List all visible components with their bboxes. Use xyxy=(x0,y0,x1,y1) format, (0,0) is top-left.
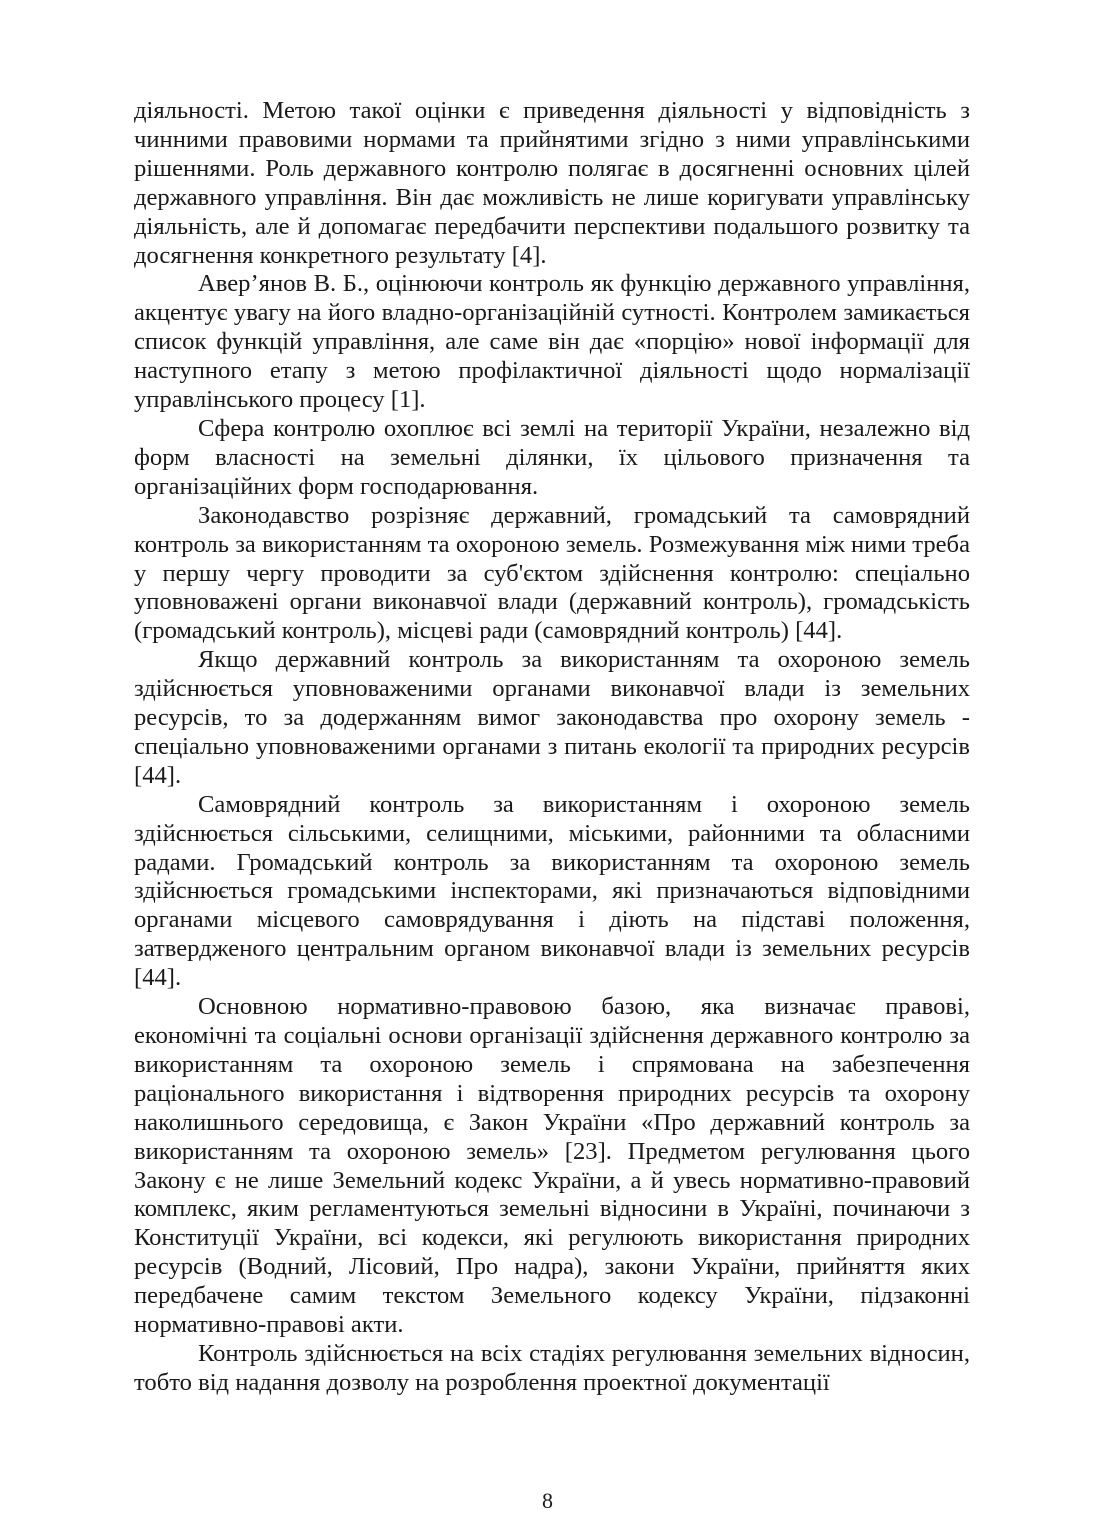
paragraph-control-scope: Сфера контролю охоплює всі землі на території України, незалежно від форм власності на земельні ділянки, їх цільового призначення та організаційних форм господарювання. xyxy=(134,414,970,500)
paragraph-state-control: Якщо державний контроль за використанням та охороною земель здійснюється уповноваженими органами виконавчої влади із земельних ресурсів, то за додержанням вимог законодавства про охорону земель - спеціально уповноваженими органами з питань екології та природних ресурсів [44]. xyxy=(134,646,970,789)
paragraph-averyanov: Авер’янов В. Б., оцінюючи контроль як функцію державного управління, акцентує увагу на його владно-організаційній сутності. Контролем замикається список функцій управління, але саме він дає «порцію» нової інформації для наступного етапу з метою профілактичної діяльності щодо нормалізації управлінського процесу [1]. xyxy=(134,270,970,414)
paragraph-continuation: діяльності. Метою такої оцінки є приведення діяльності у відповідність з чинними правовими нормами та прийнятими згідно з ними управлінськими рішеннями. Роль державного контролю полягає в досягненні основних цілей державного управління. Він дає можливість не лише коригувати управлінську діяльність, але й допомагає передбачити перспективи подальшого розвитку та досягнення конкретного результату [4]. xyxy=(134,97,970,269)
paragraph-control-types: Законодавство розрізняє державний, громадський та самоврядний контроль за використанням та охороною земель. Розмежування між ними треба у першу чергу проводити за суб'єктом здійснення контролю: спеціально уповноважені органи виконавчої влади (державний контроль), громадськість (громадський контроль), місцеві ради (самоврядний контроль) [44]. xyxy=(134,501,970,645)
paragraph-self-government-control: Самоврядний контроль за використанням і охороною земель здійснюється сільськими, селищними, міськими, районними та обласними радами. Громадський контроль за використанням та охороною земель здійснюється громадськими інспекторами, які призначаються відповідними органами місцевого самоврядування і діють на підставі положення, затвердженого центральним органом виконавчої влади із земельних ресурсів [44]. xyxy=(134,790,970,992)
body-text xyxy=(134,97,970,1398)
page-number: 8 xyxy=(542,1488,553,1513)
paragraph-control-stages: Контроль здійснюється на всіх стадіях регулювання земельних відносин, тобто від надання дозволу на розроблення проектної документації xyxy=(134,1339,970,1396)
paragraph-legal-basis: Основною нормативно-правовою базою, яка визначає правові, економічні та соціальні основи організації здійснення державного контролю за використанням та охороною земель і спрямована на забезпечення раціонального використання і відтворення природних ресурсів та охорону наколишнього середовища, є Закон України «Про державний контроль за використанням та охороною земель» [23]. Предметом регулювання цього Закону є не лише Земельний кодекс України, а й увесь нормативно-правовий комплекс, яким регламентуються земельні відносини в Україні, починаючи з Конституції України, всі кодекси, які регулюють використання природних ресурсів (Водний, Лісовий, Про надра), закони України, прийняття яких передбачене самим текстом Земельного кодексу України, підзаконні нормативно-правові акти. xyxy=(134,993,970,1339)
